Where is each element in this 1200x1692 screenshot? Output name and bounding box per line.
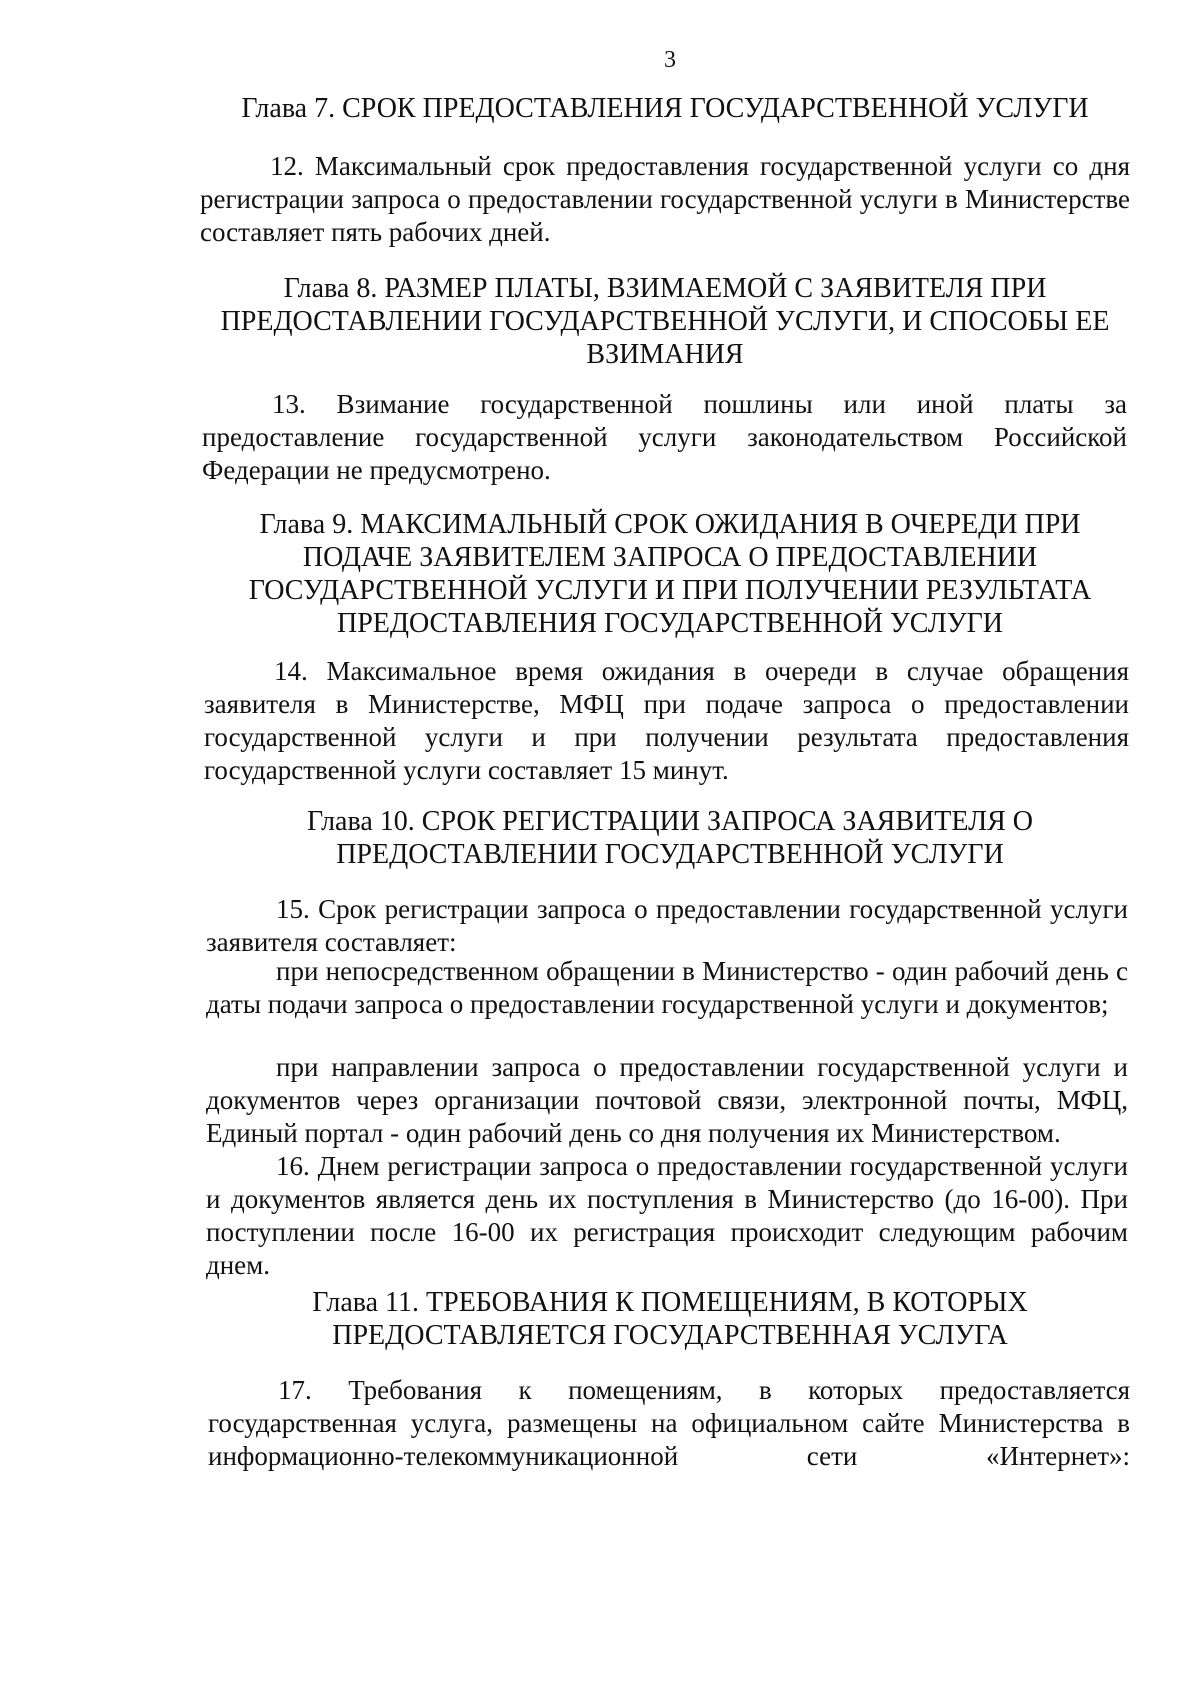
paragraph-14: 14. Максимальное время ожидания в очереди в случае обращения заявителя в Министерстве, МФЦ при подаче запроса о предоставлении государственной услуги и при получении результата предоставления государственной услуги составляет 15 минут.	[204, 656, 1129, 785]
heading-line: Глава 11. ТРЕБОВАНИЯ К ПОМЕЩЕНИЯМ, В КОТОРЫХ	[312, 1287, 1028, 1318]
paragraph-15-item-2: при направлении запроса о предоставлении государственной услуги и документов через организации почтовой связи, электронной почты, МФЦ, Единый портал - один рабочий день со дня получения их Министерством.	[206, 1052, 1128, 1148]
heading-line: Глава 7. СРОК ПРЕДОСТАВЛЕНИЯ ГОСУДАРСТВЕННОЙ УСЛУГИ	[241, 93, 1089, 124]
heading-line: ПОДАЧЕ ЗАЯВИТЕЛЕМ ЗАПРОСА О ПРЕДОСТАВЛЕНИИ	[302, 542, 1038, 573]
paragraph-15-intro: 15. Срок регистрации запроса о предоставлении государственной услуги заявителя составляет:	[206, 894, 1128, 957]
paragraph-15-item-1: при непосредственном обращении в Министерство - один рабочий день с даты подачи запроса о предоставлении государственной услуги и документов;	[206, 956, 1128, 1019]
heading-line: ГОСУДАРСТВЕННОЙ УСЛУГИ И ПРИ ПОЛУЧЕНИИ РЕЗУЛЬТАТА	[248, 575, 1092, 606]
chapter-11-heading	[205, 1286, 1135, 1352]
heading-line: ПРЕДОСТАВЛЕНИИ ГОСУДАРСТВЕННОЙ УСЛУГИ	[336, 839, 1004, 870]
chapter-9-heading	[205, 508, 1135, 640]
heading-line: Глава 8. РАЗМЕР ПЛАТЫ, ВЗИМАЕМОЙ С ЗАЯВИТЕЛЯ ПРИ	[283, 273, 1047, 304]
heading-line: Глава 9. МАКСИМАЛЬНЫЙ СРОК ОЖИДАНИЯ В ОЧЕРЕДИ ПРИ	[259, 509, 1081, 540]
paragraph-15	[206, 893, 1128, 959]
chapter-7-heading	[200, 92, 1130, 125]
paragraph-16: 16. Днем регистрации запроса о предоставлении государственной услуги и документов является день их поступления в Министерство (до 16-00). При поступлении после 16-00 их регистрация происходит следующим рабочим днем.	[206, 1151, 1128, 1280]
paragraph-17: 17. Требования к помещениям, в которых предоставляется государственная услуга, размещены на официальном сайте Министерства в информационно-телекоммуникационной сети «Интернет»:	[208, 1375, 1130, 1471]
chapter-8-heading	[200, 272, 1130, 371]
heading-line: ПРЕДОСТАВЛЕНИИ ГОСУДАРСТВЕННОЙ УСЛУГИ, И СПОСОБЫ ЕЕ	[220, 306, 1110, 337]
heading-line: ПРЕДОСТАВЛЯЕТСЯ ГОСУДАРСТВЕННАЯ УСЛУГА	[332, 1320, 1008, 1351]
paragraph-13: 13. Взимание государственной пошлины или иной платы за предоставление государственной услуги законодательством Российской Федерации не предусмотрено.	[202, 389, 1127, 485]
heading-line: Глава 10. СРОК РЕГИСТРАЦИИ ЗАПРОСА ЗАЯВИТЕЛЯ О	[307, 806, 1033, 837]
heading-line: ПРЕДОСТАВЛЕНИЯ ГОСУДАРСТВЕННОЙ УСЛУГИ	[336, 608, 1004, 639]
page-number: 3	[664, 47, 676, 73]
paragraph-12: 12. Максимальный срок предоставления государственной услуги со дня регистрации запроса о предоставлении государственной услуги в Министерстве составляет пять рабочих дней.	[200, 151, 1130, 247]
chapter-10-heading	[205, 805, 1135, 871]
heading-line: ВЗИМАНИЯ	[586, 339, 744, 370]
